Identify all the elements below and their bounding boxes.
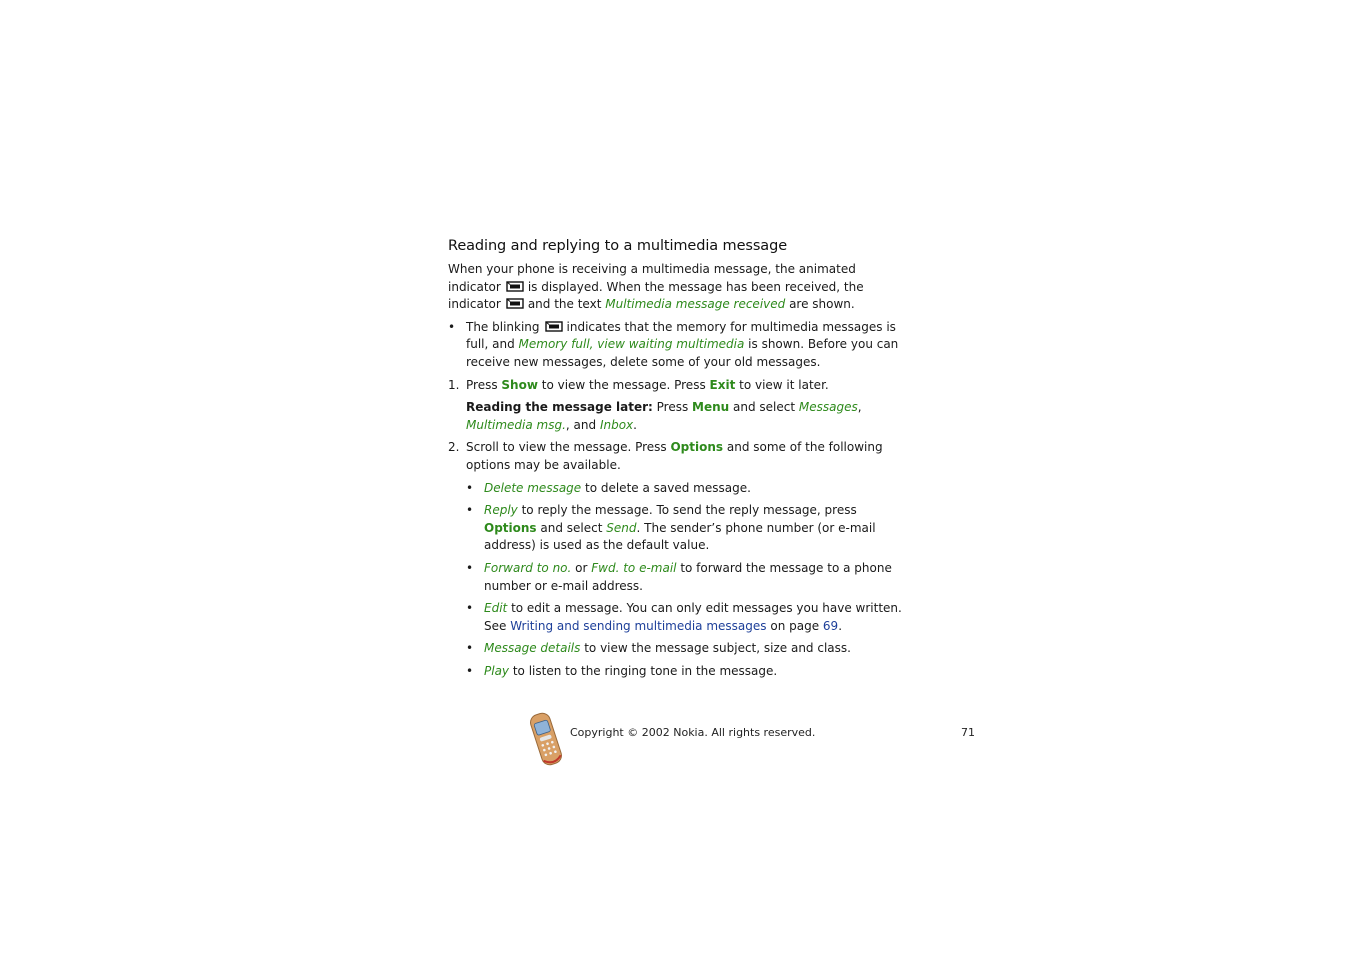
softkey-options: Options: [670, 440, 724, 455]
option-text: on page: [766, 618, 823, 633]
bullet-marker: •: [466, 480, 474, 495]
step-text: Scroll to view the message. Press: [466, 440, 671, 455]
menu-multimedia-msg: Multimedia msg.: [466, 417, 566, 432]
note-label: Reading the message later:: [466, 400, 653, 415]
note-text: .: [633, 417, 637, 432]
option-name: Reply: [484, 503, 518, 518]
softkey-show: Show: [501, 377, 538, 392]
bullet-text: is shown. Before you can receive new messages, delete some of your old messages.: [466, 337, 899, 369]
link-page-69[interactable]: 69: [822, 618, 839, 633]
note-text: ,: [857, 400, 862, 415]
intro-text: When your phone is receiving a multimedia message, the animated indicator: [448, 262, 856, 294]
nokia-phone-icon: [527, 711, 565, 767]
option-delete-message: [466, 480, 903, 498]
option-reply: [466, 502, 903, 555]
option-play: [466, 663, 903, 681]
step-text: Press: [466, 377, 502, 392]
page-number: 71: [961, 726, 975, 739]
bullet-text: indicates that the memory for multimedia messages is full, and: [466, 319, 896, 352]
intro-text: and the text: [527, 297, 602, 312]
option-name: Fwd. to e-mail: [591, 560, 677, 575]
step-2: [448, 439, 903, 474]
bullet-marker: •: [448, 319, 456, 334]
option-name: Edit: [484, 601, 508, 616]
option-text: to view the message subject, size and class.: [580, 641, 851, 656]
option-text: to listen to the ringing tone in the message.: [509, 663, 778, 678]
note-text: and select: [729, 400, 799, 415]
page-content: [448, 236, 903, 680]
step-number: 2.: [448, 440, 460, 455]
display-text-received: Multimedia message received: [605, 297, 786, 312]
bullet-marker: •: [466, 560, 474, 575]
step-1: [448, 377, 903, 395]
option-text: and select: [536, 520, 607, 535]
step-text: and some of the following options may be available.: [466, 440, 883, 472]
display-text-memory-full: Memory full, view waiting multimedia: [518, 337, 745, 352]
bullet-marker: •: [466, 641, 474, 656]
softkey-menu: Menu: [692, 400, 730, 415]
multimedia-message-icon: [545, 321, 563, 332]
option-text: .: [838, 618, 843, 633]
option-edit: [466, 600, 903, 635]
note-reading-later: [448, 399, 903, 434]
softkey-options: Options: [484, 520, 537, 535]
note-text: Press: [652, 400, 693, 415]
bullet-marker: •: [466, 601, 474, 616]
option-message-details: [466, 640, 903, 658]
menu-messages: Messages: [798, 400, 858, 415]
option-name: Play: [484, 663, 510, 678]
multimedia-message-icon: [506, 298, 524, 309]
option-name: Message details: [484, 641, 581, 656]
bullet-marker: •: [466, 503, 474, 518]
option-send: Send: [606, 520, 637, 535]
step-text: to view the message. Press: [537, 377, 710, 392]
softkey-exit: Exit: [709, 377, 736, 392]
note-text: , and: [565, 417, 600, 432]
bullet-marker: •: [466, 663, 474, 678]
option-text: to forward the message to a phone number or e-mail address.: [484, 560, 892, 593]
multimedia-message-icon: [506, 281, 524, 292]
option-forward: [466, 560, 903, 595]
link-writing-sending-multimedia[interactable]: Writing and sending multimedia messages: [510, 618, 767, 633]
step-number: 1.: [448, 377, 460, 392]
copyright-text: Copyright © 2002 Nokia. All rights reserved.: [570, 726, 816, 739]
section-heading: Reading and replying to a multimedia message: [448, 238, 788, 254]
step-text: to view it later.: [735, 377, 829, 392]
option-text: or: [571, 560, 592, 575]
intro-paragraph: [448, 261, 903, 314]
option-name: Forward to no.: [484, 560, 572, 575]
option-text: to delete a saved message.: [581, 480, 751, 495]
menu-inbox: Inbox: [599, 417, 634, 432]
option-text: . The sender’s phone number (or e-mail address) is used as the default value.: [484, 520, 876, 553]
intro-text: are shown.: [785, 297, 855, 312]
bullet-text: The blinking: [466, 319, 540, 334]
option-text: to edit a message. You can only edit messages you have written. See: [484, 601, 902, 633]
option-name: Delete message: [484, 480, 582, 495]
option-text: to reply the message. To send the reply message, press: [517, 503, 857, 518]
bullet-memory-full: [448, 319, 903, 372]
page-footer: [527, 711, 977, 767]
intro-text: is displayed. When the message has been received, the indicator: [448, 279, 864, 312]
